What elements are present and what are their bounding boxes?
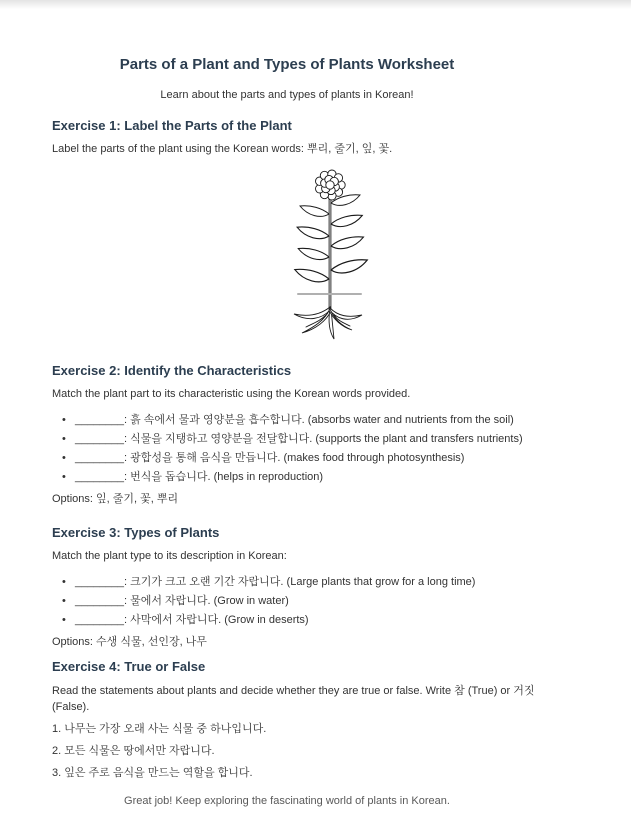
bullet-icon: •	[62, 414, 66, 426]
item-text: : 크기가 크고 오랜 기간 자랍니다. (Large plants that grow for a long time)	[123, 576, 476, 588]
root-group	[294, 307, 362, 339]
exercise3-description: Match the plant type to its description in Korean:	[52, 550, 287, 562]
page-subtitle: Learn about the parts and types of plants in Korean!	[160, 89, 414, 101]
list-item	[52, 411, 522, 430]
exercise2-list	[52, 411, 522, 487]
description-line: Read the statements about plants and decide whether they are true or false. Write 참 (True) or 거짓	[52, 685, 535, 697]
exercise3-options: Options: 수생 식물, 선인장, 나무	[52, 636, 207, 648]
list-item	[52, 573, 522, 592]
item-text: : 사막에서 자랍니다. (Grow in deserts)	[123, 614, 309, 626]
bullet-icon: •	[62, 576, 66, 588]
fill-in-blank: ________	[75, 433, 124, 445]
bullet-icon: •	[62, 471, 66, 483]
list-item	[52, 592, 522, 611]
list-item	[52, 468, 522, 487]
exercise1-heading: Exercise 1: Label the Parts of the Plant	[52, 118, 292, 133]
exercise3-list	[52, 573, 522, 630]
exercise4-statements	[52, 723, 522, 780]
fill-in-blank: ________	[75, 614, 124, 626]
exercise4-description	[52, 683, 535, 715]
plant-diagram-svg	[280, 169, 380, 349]
bullet-icon: •	[62, 433, 66, 445]
item-text: : 흙 속에서 물과 영양분을 흡수합니다. (absorbs water and nutrients from the soil)	[123, 414, 514, 426]
list-item	[52, 430, 522, 449]
flower-head	[316, 170, 346, 200]
bullet-icon: •	[62, 614, 66, 626]
bullet-icon: •	[62, 452, 66, 464]
list-item	[52, 449, 522, 468]
exercise2-description: Match the plant part to its characteristic using the Korean words provided.	[52, 388, 411, 400]
plant-illustration	[280, 169, 380, 349]
item-text: : 물에서 자랍니다. (Grow in water)	[123, 595, 289, 607]
fill-in-blank: ________	[75, 576, 124, 588]
description-line: (False).	[52, 701, 90, 713]
exercise1-description: Label the parts of the plant using the Korean words: 뿌리, 줄기, 잎, 꽃.	[52, 143, 393, 155]
bullet-icon: •	[62, 595, 66, 607]
list-item	[52, 611, 522, 630]
fill-in-blank: ________	[75, 452, 124, 464]
statement: 2. 모든 식물은 땅에서만 자랍니다.	[52, 745, 215, 757]
page-title: Parts of a Plant and Types of Plants Worksheet	[119, 56, 455, 73]
fill-in-blank: ________	[75, 471, 124, 483]
fill-in-blank: ________	[75, 595, 124, 607]
item-text: : 식물을 지탱하고 영양분을 전달합니다. (supports the plant and transfers nutrients)	[123, 433, 523, 445]
fill-in-blank: ________	[75, 414, 124, 426]
exercise2-heading: Exercise 2: Identify the Characteristics	[52, 363, 292, 378]
exercise2-options: Options: 잎, 줄기, 꽃, 뿌리	[52, 493, 179, 505]
item-text: : 광합성을 통해 음식을 만듭니다. (makes food through photosynthesis)	[123, 452, 465, 464]
statement: 3. 잎은 주로 음식을 만드는 역할을 합니다.	[52, 767, 253, 779]
item-text: : 번식을 돕습니다. (helps in reproduction)	[123, 471, 324, 483]
leaf-left-group	[295, 206, 329, 282]
leaf-right-group	[331, 195, 367, 273]
statement: 1. 나무는 가장 오래 사는 식물 중 하나입니다.	[52, 723, 267, 735]
exercise3-heading: Exercise 3: Types of Plants	[52, 525, 220, 540]
worksheet-page	[52, 0, 535, 808]
exercise4-heading: Exercise 4: True or False	[52, 659, 206, 674]
page-footer: Great job! Keep exploring the fascinating world of plants in Korean.	[124, 795, 450, 807]
